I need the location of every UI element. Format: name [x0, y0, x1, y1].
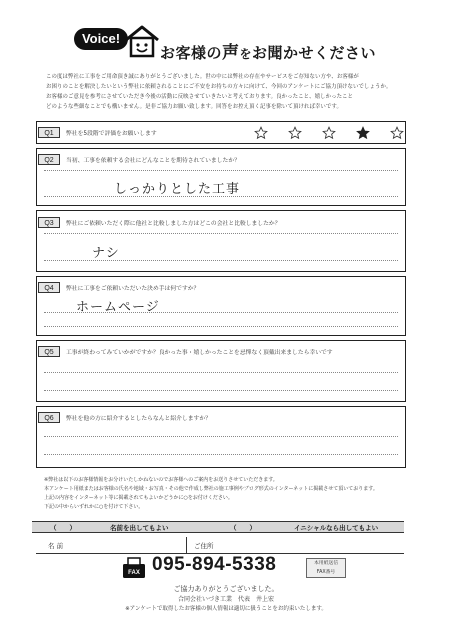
intro-text: この度は弊社に工事をご用命頂き誠にありがとうございました。世の中には弊社の存在やサービスをご存知ない方や、お客様が お困りのことを解決したいという弊社に依頼されることにご不安をお持ちの方々に向けて、今回のアンケートにご協力頂けないでしょうか。 お客様のご意見を参考にさせていただき今後の活動に反映させていきたいと考えております。良かったこと、嬉しかったこと どのような些細なことでも構いません。是非ご協力お願い致します。回答をお控え頂く記事を除いて頂ければ幸いです。	[46, 74, 392, 110]
fax-stamp: 本用紙送信 FAX番号	[306, 558, 346, 578]
q2-tab: Q2	[38, 154, 60, 165]
q3-text: 弊社にご依頼いただく際に他社と比較しました方はどこの会社と比較しましたか？	[66, 221, 281, 227]
name-consent-checkbox[interactable]: （ ）	[50, 524, 76, 532]
q2-text: 当初、工事を依頼する会社にどんなことを期待されていましたか？	[66, 158, 240, 164]
q5-text: 工事が終わってみていかがですか？良かった事・嬉しかったことを忌憚なく頂戴出来ましたら幸いです	[66, 350, 333, 356]
initial-consent-label: イニシャルなら出してもよい	[294, 524, 379, 532]
thanks-text: ご協力ありがとうございました。	[173, 585, 279, 593]
page-title: お客様の声をお聞かせください	[160, 43, 377, 63]
company-text: 合同会社いづき工業 代表 井上宏	[177, 596, 274, 603]
q6-tab: Q6	[38, 412, 60, 423]
q1-text: 弊社を5段階で評価をお願いします	[66, 131, 157, 137]
initial-consent-checkbox[interactable]: （ ）	[230, 524, 256, 532]
name-address-row	[36, 537, 404, 554]
rating-stars[interactable]	[254, 126, 404, 140]
q6-text: 弊社を他の方に紹介するとしたらなんと紹介しますか？	[66, 416, 211, 422]
answer-line	[44, 454, 398, 455]
voice-badge: Voice!	[74, 28, 128, 50]
star-icon[interactable]	[390, 126, 404, 140]
star-icon-selected[interactable]	[356, 126, 370, 140]
star-icon[interactable]	[322, 126, 336, 140]
q1-tab: Q1	[38, 127, 60, 138]
house-smile-icon	[124, 24, 160, 58]
name-field-label: 名 前	[48, 542, 64, 550]
q4-tab: Q4	[38, 282, 60, 293]
answer-line	[44, 233, 398, 234]
q3-tab: Q3	[38, 217, 60, 228]
answer-line	[44, 196, 398, 197]
answer-line	[44, 170, 398, 171]
star-icon[interactable]	[288, 126, 302, 140]
answer-line	[44, 372, 398, 373]
star-icon[interactable]	[254, 126, 268, 140]
answer-line	[44, 390, 398, 391]
privacy-text: ※アンケートで取得したお客様の個人情報は適切に扱うことをお約束いたします。	[125, 606, 327, 612]
address-field-label: ご住所	[194, 542, 214, 550]
consent-notes: ※弊社は以下のお客様情報をお分けいたしかねないのでお客様へのご案内をお送りさせていただきます。 本アンケート用紙またはお客様の氏名や地域・お写真・その他で作成し弊社の施工事例やブログ形式のインターネットに掲載させて頂いております。 上記の内容をインターネット等に掲載されてもよいかどうかに○をお付けください。 下記の中からいずれかに○を付けて下さい。	[44, 477, 378, 510]
q5-tab: Q5	[38, 346, 60, 357]
q4-answer[interactable]: ホームページ	[76, 300, 160, 315]
fax-number: 095-894-5338	[152, 554, 277, 575]
answer-line	[44, 260, 398, 261]
q4-text: 弊社に工事をご依頼いただいた決め手は何ですか？	[66, 286, 200, 292]
answer-line	[44, 326, 398, 327]
name-consent-label: 名前を出してもよい	[110, 524, 169, 532]
fax-icon	[122, 557, 146, 579]
q3-answer[interactable]: ナシ	[92, 246, 120, 261]
field-divider	[186, 537, 187, 553]
fax-label: FAX	[128, 570, 140, 576]
name-consent-bar	[32, 521, 404, 533]
q2-answer[interactable]: しっかりとした工事	[114, 182, 241, 197]
answer-line	[44, 436, 398, 437]
